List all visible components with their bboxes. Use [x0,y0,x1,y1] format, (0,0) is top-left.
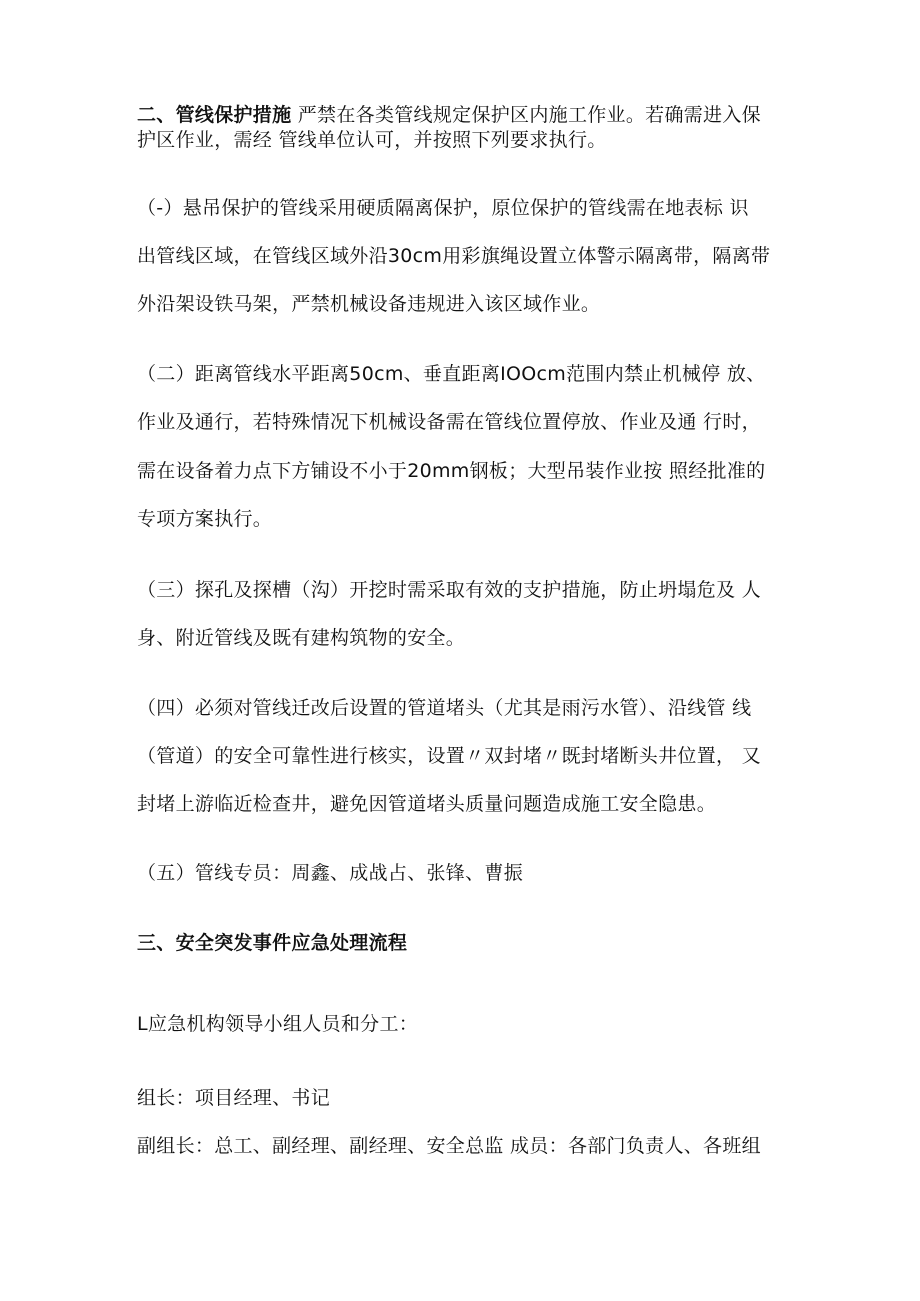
org-deputy: 副组长：总工、副经理、副经理、安全总监 成员：各部门负责人、各班组 [137,1135,761,1157]
item4-line2: （管道）的安全可靠性进行核实，设置〃双封堵〃既封堵断头井位置， 又 [137,745,761,767]
org-leader: 组长：项目经理、书记 [137,1087,331,1109]
section2-text: 严禁在各类管线规定保护区内施工作业。若确需进入保 [291,104,761,126]
item4-line1: （四）必须对管线迁改后设置的管道堵头（尤其是雨污水管）、沿线管 线 [137,697,752,719]
item1-line1: （-）悬吊保护的管线采用硬质隔离保护，原位保护的管线需在地表标 识 [137,197,749,219]
item2-line4: 专项方案执行。 [137,508,273,530]
item4-line3: 封堵上游临近检查井，避免因管道堵头质量问题造成施工安全隐患。 [137,793,717,815]
item2-line1: （二）距离管线水平距离50cm、垂直距离IOOcm范围内禁止机械停 放、 [137,363,766,385]
item3-line1: （三）探孔及探槽（沟）开挖时需采取有效的支护措施，防止坍塌危及 人 [137,579,761,601]
org-title: L应急机构领导小组人员和分工： [137,1013,419,1035]
item1-line3: 外沿架设铁马架，严禁机械设备违规进入该区域作业。 [137,293,601,315]
section2-line1 [137,103,797,127]
section2-heading: 二、管线保护措施 [137,104,292,126]
item2-line3: 需在设备着力点下方铺设不小于20mm钢板；大型吊装作业按 照经批准的 [137,460,766,482]
item3-line2: 身、附近管线及既有建构筑物的安全。 [137,627,466,649]
item2-line2: 作业及通行，若特殊情况下机械设备需在管线位置停放、作业及通 行时， [137,411,761,433]
section2-line2: 护区作业，需经 管线单位认可，并按照下列要求执行。 [137,129,607,151]
item1-line2: 出管线区域，在管线区域外沿30cm用彩旗绳设置立体警示隔离带，隔离带 [137,245,771,267]
item5-line1: （五）管线专员：周鑫、成战占、张锋、曹振 [137,862,524,884]
section3-heading: 三、安全突发事件应急处理流程 [137,932,408,954]
